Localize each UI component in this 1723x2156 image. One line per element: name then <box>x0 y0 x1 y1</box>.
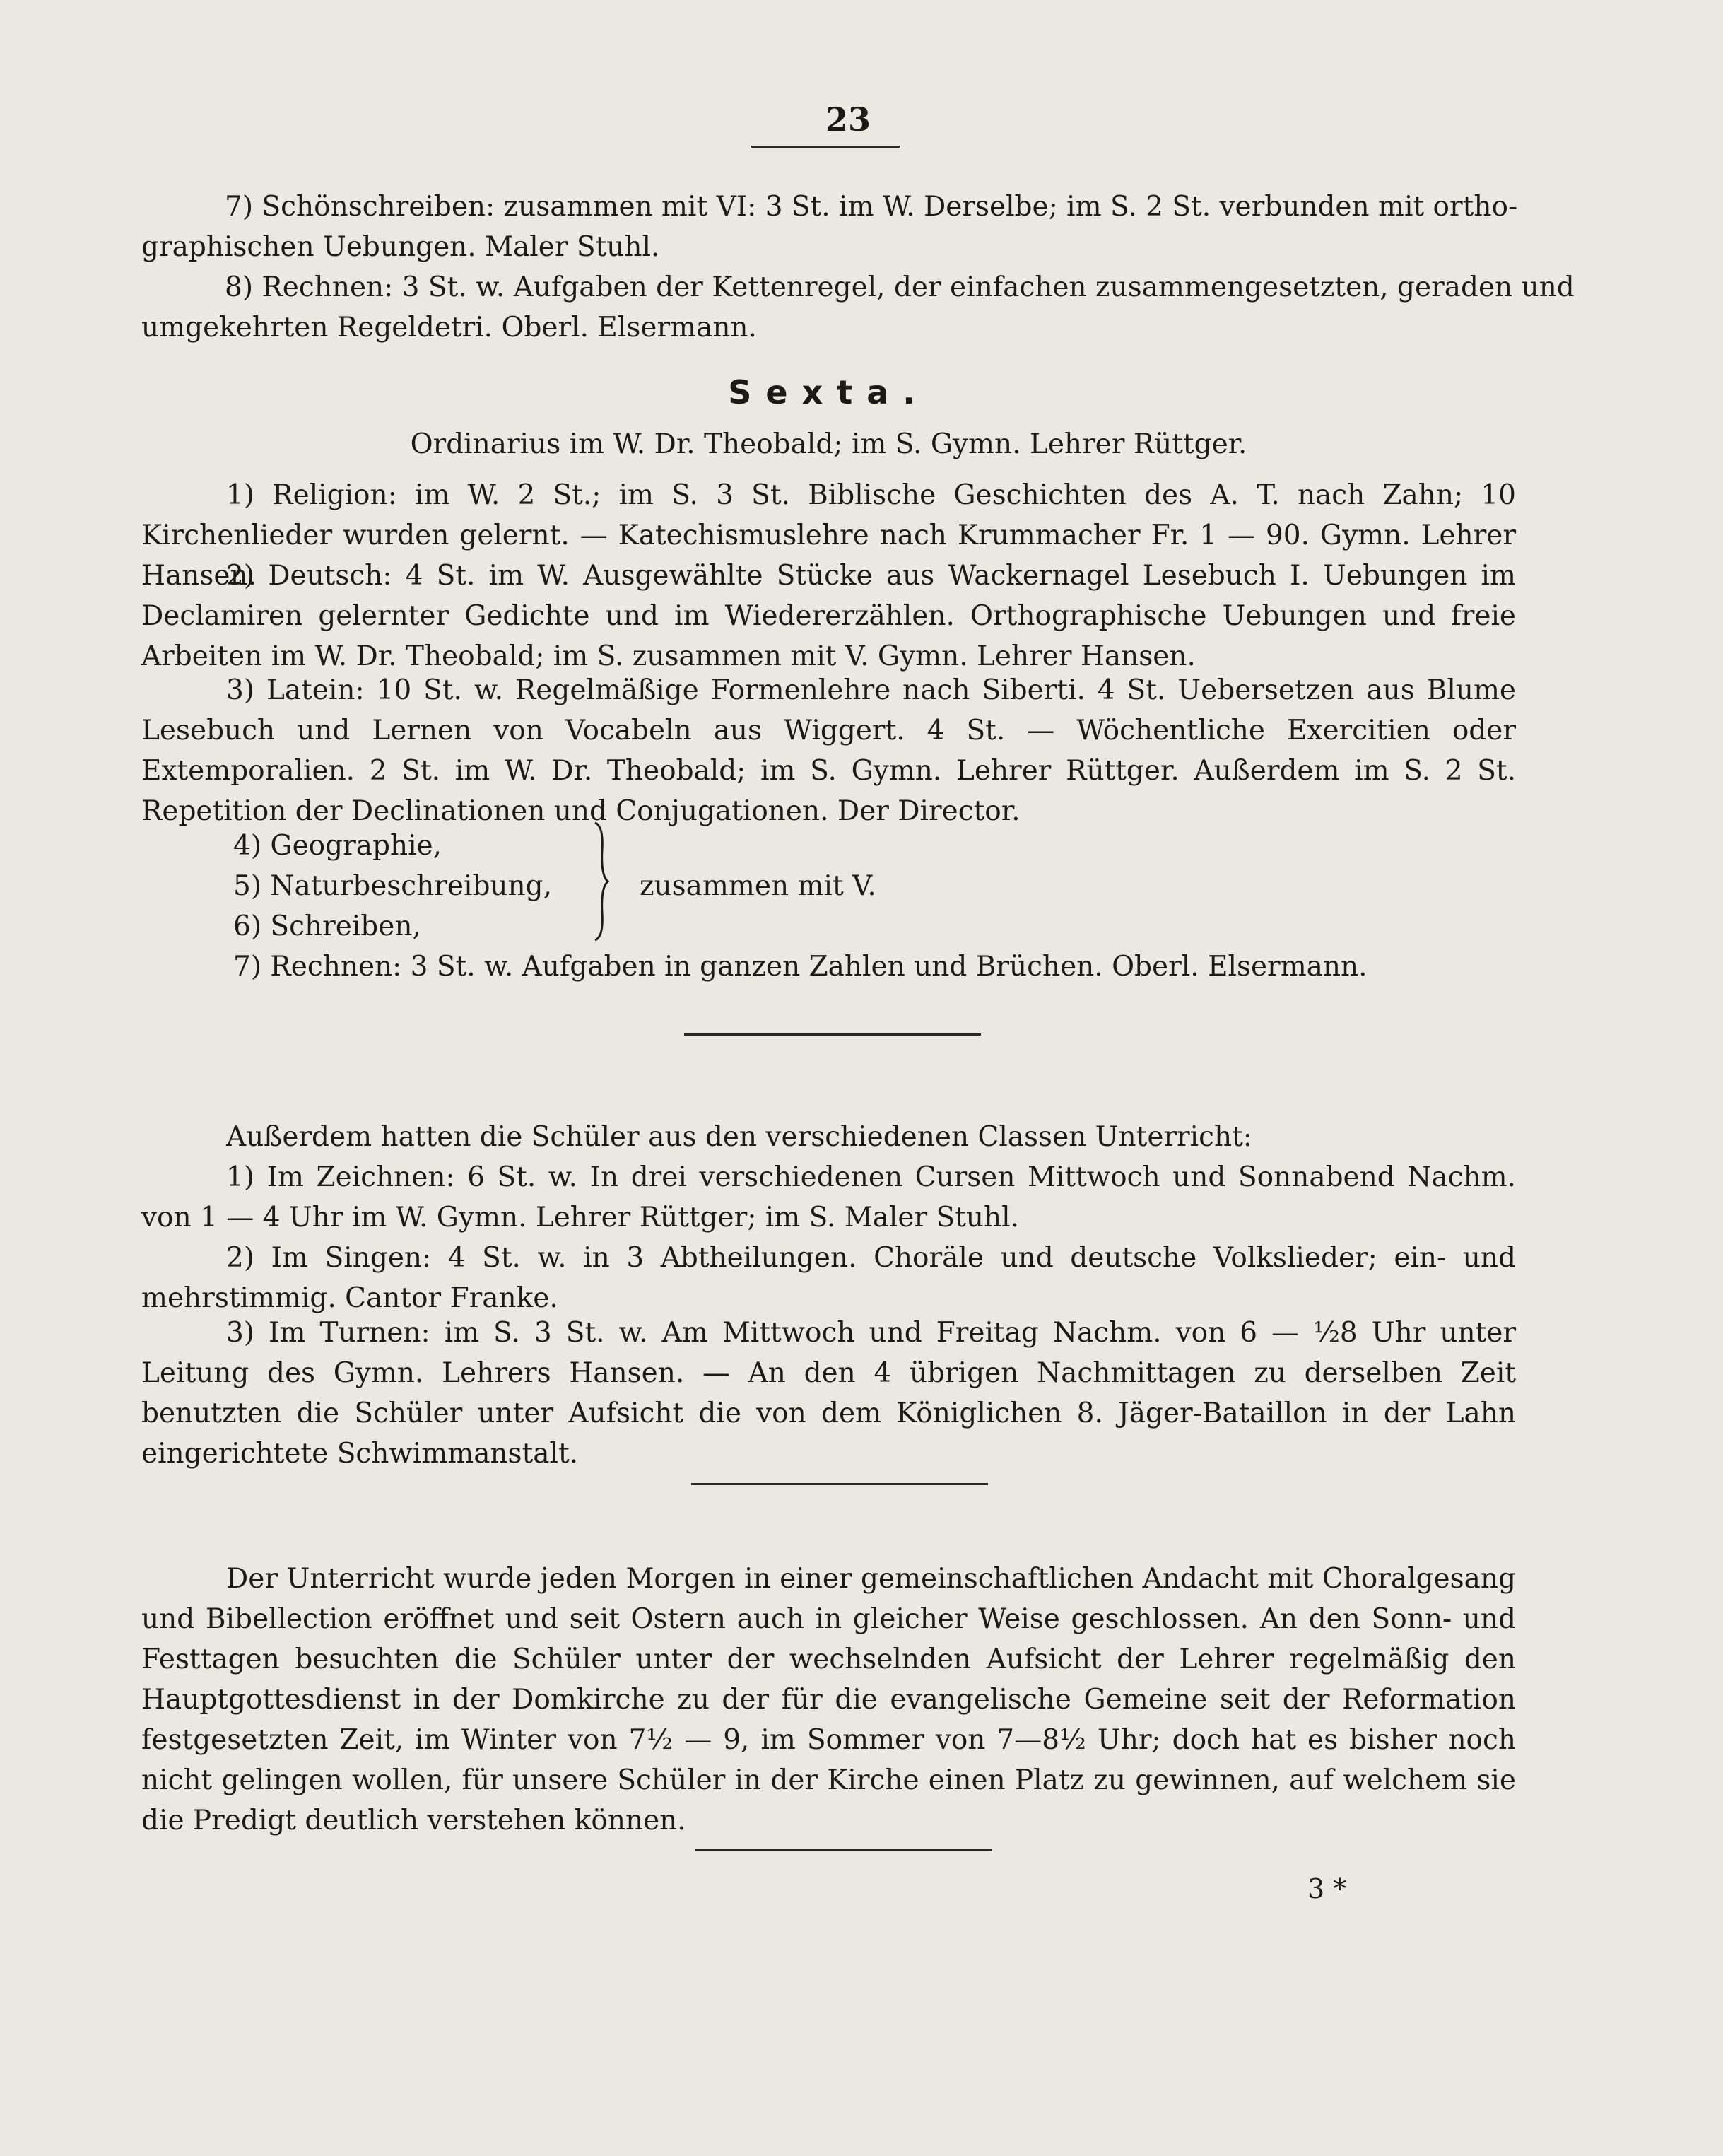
andacht-paragraph: Der Unterricht wurde jeden Morgen in einer gemeinschaftlichen Andacht mit Choralgesang und Bibellection eröffnet und seit Ostern auch in gleicher Weise geschlossen. An den Sonn- und Festtagen besuchten die Schüler unter der wechselnden Aufsicht der Lehrer regelmäßig den Hauptgottesdienst in der Domkirche zu der für die evangelische Gemeine seit der Reformation festgesetzten Zeit, im Winter von 7½ — 9, im Sommer von 7—8½ Uhr; doch hat es bisher noch nicht gelingen wollen, für unsere Schüler in der Kirche einen Platz zu gewinnen, auf welchem sie die Predigt deutlich verstehen können. <box>141 1563 1516 1836</box>
rechnen-sexta-item: 7) Rechnen: 3 St. w. Aufgaben in ganzen Zahlen und Brüchen. Oberl. Elsermann. <box>233 951 1368 983</box>
singen-paragraph: 2) Im Singen: 4 St. w. in 3 Abtheilungen. Choräle und deutsche Volkslieder; ein- und mehrstimmig. Cantor Franke. <box>141 1242 1516 1314</box>
section-rule-1 <box>684 1033 981 1036</box>
schreiben-item: 6) Schreiben, <box>233 910 421 942</box>
ordinarius-line: Ordinarius im W. Dr. Theobald; im S. Gymn. Lehrer Rüttger. <box>410 428 1247 460</box>
deutsch-paragraph: 2) Deutsch: 4 St. im W. Ausgewählte Stücke aus Wackernagel Lesebuch I. Uebungen im Declamiren gelernter Gedichte und im Wiedererzählen. Orthographische Uebungen und freie Arbeiten im W. Dr. Theobald; im S. zusammen mit V. Gymn. Lehrer Hansen. <box>141 560 1516 672</box>
header-rule <box>751 146 900 148</box>
rechnen-line-2: umgekehrten Regeldetri. Oberl. Elsermann. <box>141 312 757 344</box>
schoenschreiben-line-1: 7) Schönschreiben: zusammen mit VI: 3 St. im W. Derselbe; im S. 2 St. verbunden mit ortho- <box>225 191 1518 223</box>
rechnen-line-1: 8) Rechnen: 3 St. w. Aufgaben der Kettenregel, der einfachen zusammengesetzten, geraden und <box>225 271 1575 303</box>
religion-paragraph: 1) Religion: im W. 2 St.; im S. 3 St. Biblische Geschichten des A. T. nach Zahn; 10 Kirchenlieder wurden gelernt. — Katechismuslehre nach Krummacher Fr. 1 — 90. Gymn. Lehrer Hansen. <box>141 479 1516 592</box>
section-rule-3 <box>695 1849 992 1851</box>
page-number: 23 <box>825 100 871 139</box>
signature-mark: 3 * <box>1307 1873 1347 1904</box>
section-heading-sexta: Sexta. <box>728 373 929 411</box>
zeichnen-paragraph: 1) Im Zeichnen: 6 St. w. In drei verschiedenen Cursen Mittwoch und Sonnabend Nachm. von 1 — 4 Uhr im W. Gymn. Lehrer Rüttger; im S. Maler Stuhl. <box>141 1161 1516 1234</box>
latein-paragraph: 3) Latein: 10 St. w. Regelmäßige Formenlehre nach Siberti. 4 St. Uebersetzen aus Blume Lesebuch und Lernen von Vocabeln aus Wiggert. 4 St. — Wöchentliche Exercitien oder Extemporalien. 2 St. im W. Dr. Theobald; im S. Gymn. Lehrer Rüttger. Außerdem im S. 2 St. Repetition der Declinationen und Conjugationen. Der Director. <box>141 674 1516 827</box>
zusammen-note: zusammen mit V. <box>640 870 876 902</box>
turnen-paragraph: 3) Im Turnen: im S. 3 St. w. Am Mittwoch und Freitag Nachm. von 6 — ½8 Uhr unter Leitung des Gymn. Lehrers Hansen. — An den 4 übrigen Nachmittagen zu derselben Zeit benutzten die Schüler unter Aufsicht die von dem Königlichen 8. Jäger-Bataillon in der Lahn eingerichtete Schwimmanstalt. <box>141 1317 1516 1470</box>
schoenschreiben-line-2: graphischen Uebungen. Maler Stuhl. <box>141 231 660 263</box>
geographie-item: 4) Geographie, <box>233 830 442 862</box>
section-rule-2 <box>691 1483 988 1485</box>
ausserdem-intro: Außerdem hatten die Schüler aus den verschiedenen Classen Unterricht: <box>226 1121 1252 1153</box>
curly-brace-icon <box>592 821 609 942</box>
naturbeschreibung-item: 5) Naturbeschreibung, <box>233 870 553 902</box>
